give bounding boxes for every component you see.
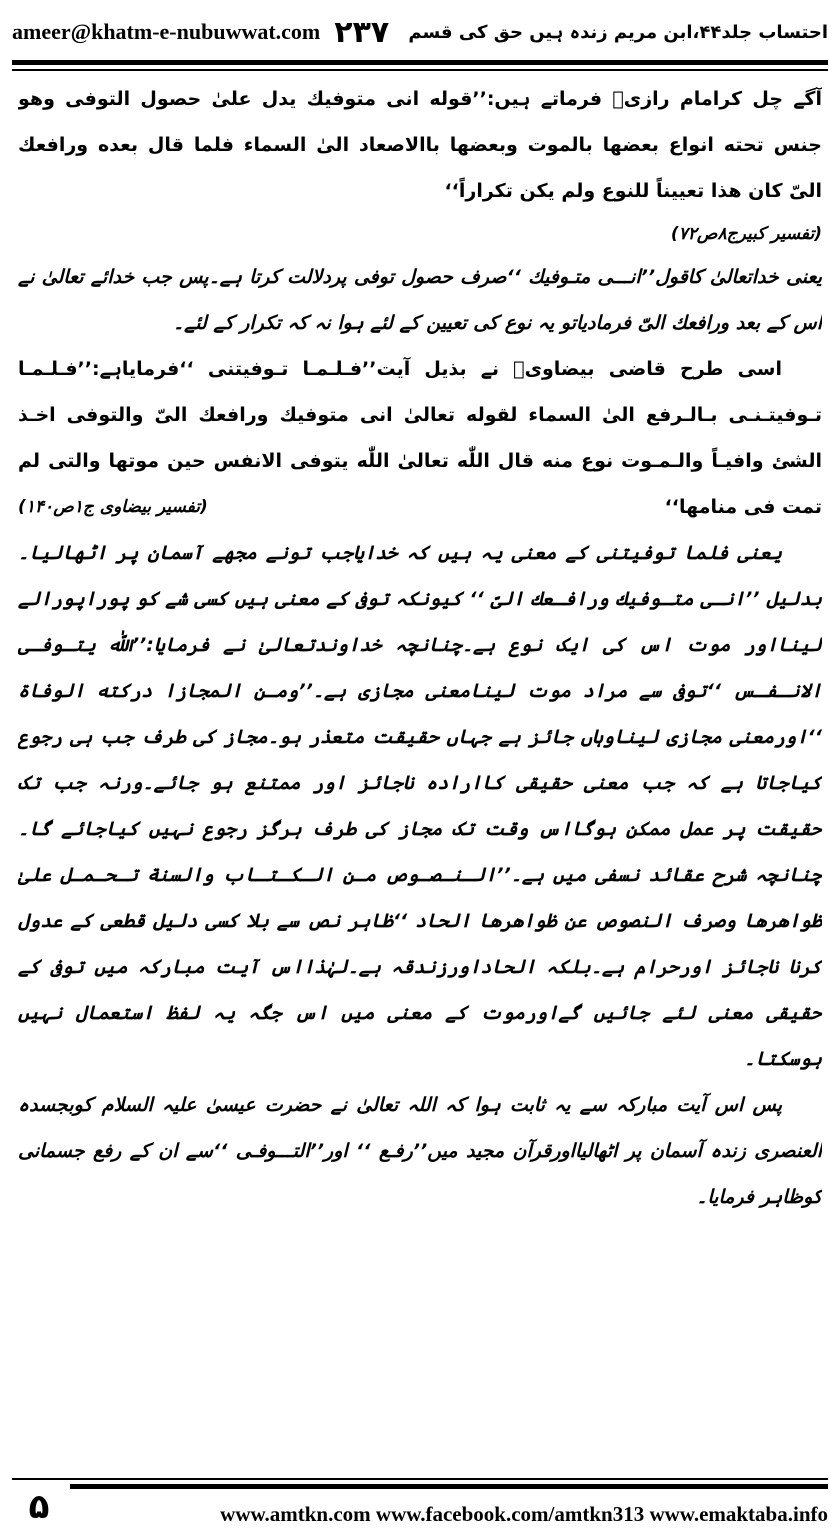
page-body: [18, 76, 822, 1456]
running-title: احتساب جلد۴۴،ابن مریم زندہ ہیں حق کی قسم: [408, 21, 828, 43]
footer-links[interactable]: www.amtkn.com www.facebook.com/amtkn313 www.emaktaba.info: [220, 1502, 828, 1526]
footer-rule-thin: [12, 1478, 828, 1480]
paragraph-baidawi-quote: اسی طرح قاضی بیضاویؒ نے بذیل آیت’’فـلـمـا تـوفیتنی ‘‘فرمایاہے:’’فـلـمـا تـوفیتـنـی بـالـرفع الیٰ السماء لقوله تعالیٰ انی متوفیك ورافعك الیّ والتوفی اخـذ الشئ وافیـاً والـمـوت نوع منه قال اللّٰه تعالیٰ اللّٰه یتوفی الانفس حین موتها والتی لم تمت فی منامها‘‘: [18, 358, 822, 518]
paragraph-conclusion: پس اس آیت مبارکہ سے یہ ثابت ہوا کہ اللہ تعالیٰ نے حضرت عیسیٰ علیہ السلام کوبجسدہ العنصری زندہ آسمان پر اٹھالیااورقرآن مجید میں’’رفـع ‘‘ اور’’التـــوفـی ‘‘سے ان کے رفع جسمانی کوظاہر فرمایا۔: [18, 1094, 822, 1208]
page-number: ۲۳۷: [334, 14, 390, 50]
header-left-group: [12, 15, 389, 50]
reference-tafsir-kabir: (تفسیر کبیرج۸ص۷۲): [670, 224, 822, 244]
paragraph-explanation-1: یعنی خداتعالیٰ کاقول’’انـــی متـوفیك ‘‘صرف حصول توفی پردلالت کرتا ہے۔پس جب خدائے تعالیٰ نے اس کے بعد ورافعك الیّ فرمادیاتو یہ نوع کی تعیین کے لئے ہوا نہ کہ تکرار کے لئے۔: [18, 266, 822, 334]
paragraph-razi-quote: آگے چل کرامام رازیؒ فرماتے ہیں:’’قوله انی متوفیك یدل علیٰ حصول التوفی وهو جنس تحته انواع بعضها بالموت وبعضها باالاصعاد الیٰ السماء فلما قال بعده ورافعك الیّ كان هذا تعییناً للنوع ولم یكن تكراراً‘‘: [18, 88, 822, 202]
reference-tafsir-baidawi: (تفسیر بیضاوی ج۱ص۱۴۰): [18, 497, 208, 517]
footer-rule-thick: [70, 1484, 828, 1489]
footer-page-number: ۵: [28, 1487, 50, 1527]
header-email[interactable]: ameer@khatm-e-nubuwwat.com: [12, 19, 321, 44]
header-rule-thin: [12, 69, 828, 71]
header-rule-thick: [12, 60, 828, 65]
paragraph-explanation-2: یعنی فلما توفیتنی کے معنی یہ ہیں کہ خدایاجب تونے مجھے آسمان پر اٹھالیا۔بدلیل ’’انـی متـوفیك ورافـعك الیّ ‘‘ کیونکہ توفی کے معنی ہیں کسی شے کو پوراپورالے لینااور موت اس کی ایک نوع ہے۔چنانچہ خداوندتعالیٰ نے فرمایا:’’اللّٰه یتـوفـی الانـفـس ‘‘توفی سے مراد موت لینامعنی مجازی ہے۔’’ومـن المجازا دركته الوفاة ‘‘اورمعنی مجازی لیناوہاں جائز ہے جہاں حقیقت متعذر ہو۔مجاز کی طرف جب ہی رجوع کیاجاتا ہے کہ جب معنی حقیقی کاارادہ ناجائز اور ممتنع ہو جائے۔ورنہ جب تک حقیقت پر عمل ممکن ہوگااس وقت تک مجاز کی طرف ہرگز رجوع نہیں کیاجائے گا۔چنانچہ شرح عقائد نسفی میں ہے۔’’الـنـصـوص مـن الـكـتـاب والسنة تـحـمـل علیٰ ظواهرها وصرف النصوص عن ظواهرها الحاد ‘‘ظاہر نص سے بلا کسی دلیل قطعی کے عدول کرنا ناجائز اورحرام ہے۔بلکہ الحاداورزندقہ ہے۔لہٰذااس آیت مبارکہ میں توفی کے حقیقی معنی لئے جائیں گےاورموت کے معنی میں اس جگہ یہ لفظ استعمال نہیں ہوسکتا۔: [18, 542, 822, 1070]
page-header: [12, 6, 828, 58]
